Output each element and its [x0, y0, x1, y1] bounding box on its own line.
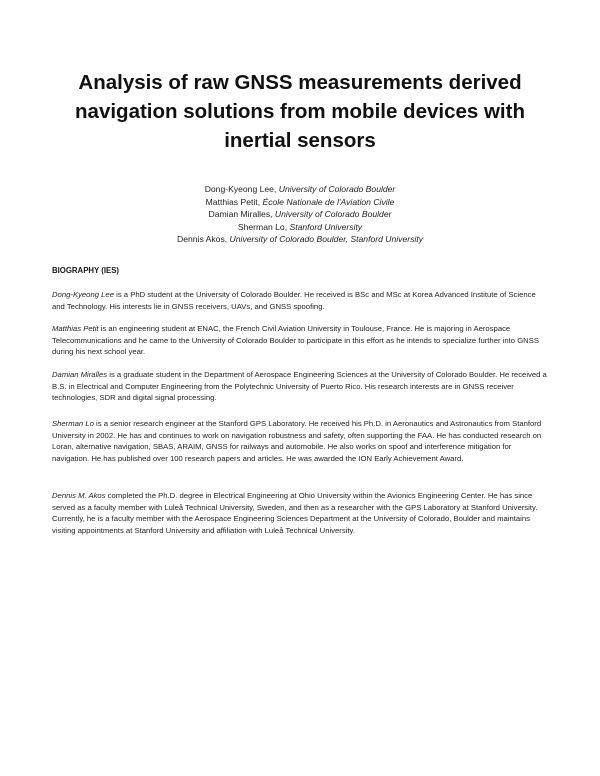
bio-text: is a senior research engineer at the Stanford GPS Laboratory. He received his Ph.D. in Aeronautics and Astronautics from Stanford University in 2002. He has and continues to work on navigation robustness and safety, often supporting the FAA. He has conducted research on Loran, alternative navigation, SBAS, ARAIM, GNSS for railways and automobile. He also works on spoof and interference mitigation for navigation. He has published over 100 research papers and articles. He was awarded the ION Early Achievement Award. [52, 419, 542, 463]
author-name: Dong-Kyeong Lee [204, 184, 274, 194]
author-entry: Damian Miralles, University of Colorado Boulder [208, 209, 392, 220]
bio-text: is a graduate student in the Department of Aerospace Engineering Sciences at the University of Colorado Boulder. He received a B.S. in Electrical and Computer Engineering from the Polytechnic University of Puerto Rico. His research interests are in GNSS receiver technologies, SDR and digital signal processing. [52, 370, 547, 403]
author-affiliation: Stanford University [289, 221, 363, 232]
author-entry: Matthias Petit, École Nationale de l'Aviation Civile [205, 196, 395, 207]
bio-name: Dennis M. Akos [52, 491, 106, 500]
author-affiliation: University of Colorado Boulder [274, 209, 392, 220]
author-entry: Dong-Kyeong Lee, University of Colorado Boulder [204, 184, 396, 194]
author-affiliation: École Nationale de l'Aviation Civile [262, 196, 395, 207]
bio-text: is a PhD student at the University of Colorado Boulder. He received is BSc and MSc at Korea Advanced Institute of Science and Technology. His interests lie in GNSS receivers, UAVs, and GNSS spoofing. [52, 290, 536, 311]
author-list [60, 183, 540, 246]
bio-text: completed the Ph.D. degree in Electrical Engineering at Ohio University within the Avionics Engineering Center. He has since served as a faculty member with Luleå Technical University, Sweden, and then as a researcher with the GPS Laboratory at Stanford University. Currently, he is a faculty member with the Aerospace Engineering Sciences Department at the University of Colorado, Boulder and maintains visiting appointments at Stanford University and affiliation with Luleå Technical University. [52, 491, 538, 535]
bio-name: Dong-Kyeong Lee [52, 290, 114, 299]
paper-title: Analysis of raw GNSS measurements derived navigation solutions from mobile devices with inertial sensors [75, 71, 525, 152]
bio-paragraph [52, 289, 549, 312]
author-entry: Dennis Akos, University of Colorado Boulder, Stanford University [176, 234, 423, 245]
bio-text: is an engineering student at ENAC, the French Civil Aviation University in Toulouse, France. He is majoring in Aerospace Telecommunications and he came to the University of Colorado Boulder to participate in this effort as he intends to specialize further into GNSS during his next school year. [52, 324, 539, 357]
bio-name: Damian Miralles [52, 370, 108, 379]
bio-paragraph [52, 369, 549, 404]
author-name: Dennis Akos [176, 234, 225, 245]
author-affiliation: University of Colorado Boulder [278, 184, 396, 194]
bio-paragraph [52, 490, 549, 536]
author-name: Matthias Petit [205, 196, 258, 207]
section-heading-biography: BIOGRAPHY (IES) [52, 266, 120, 275]
author-name: Sherman Lo [237, 221, 285, 232]
author-affiliation: University of Colorado Boulder, Stanford University [229, 234, 423, 245]
bio-paragraph [52, 323, 549, 358]
bio-name: Sherman Lo [52, 419, 94, 428]
author-name: Damian Miralles [208, 209, 271, 220]
bio-name: Matthias Petit [52, 324, 99, 333]
bio-paragraph [52, 418, 549, 464]
author-entry: Sherman Lo, Stanford University [237, 221, 363, 232]
